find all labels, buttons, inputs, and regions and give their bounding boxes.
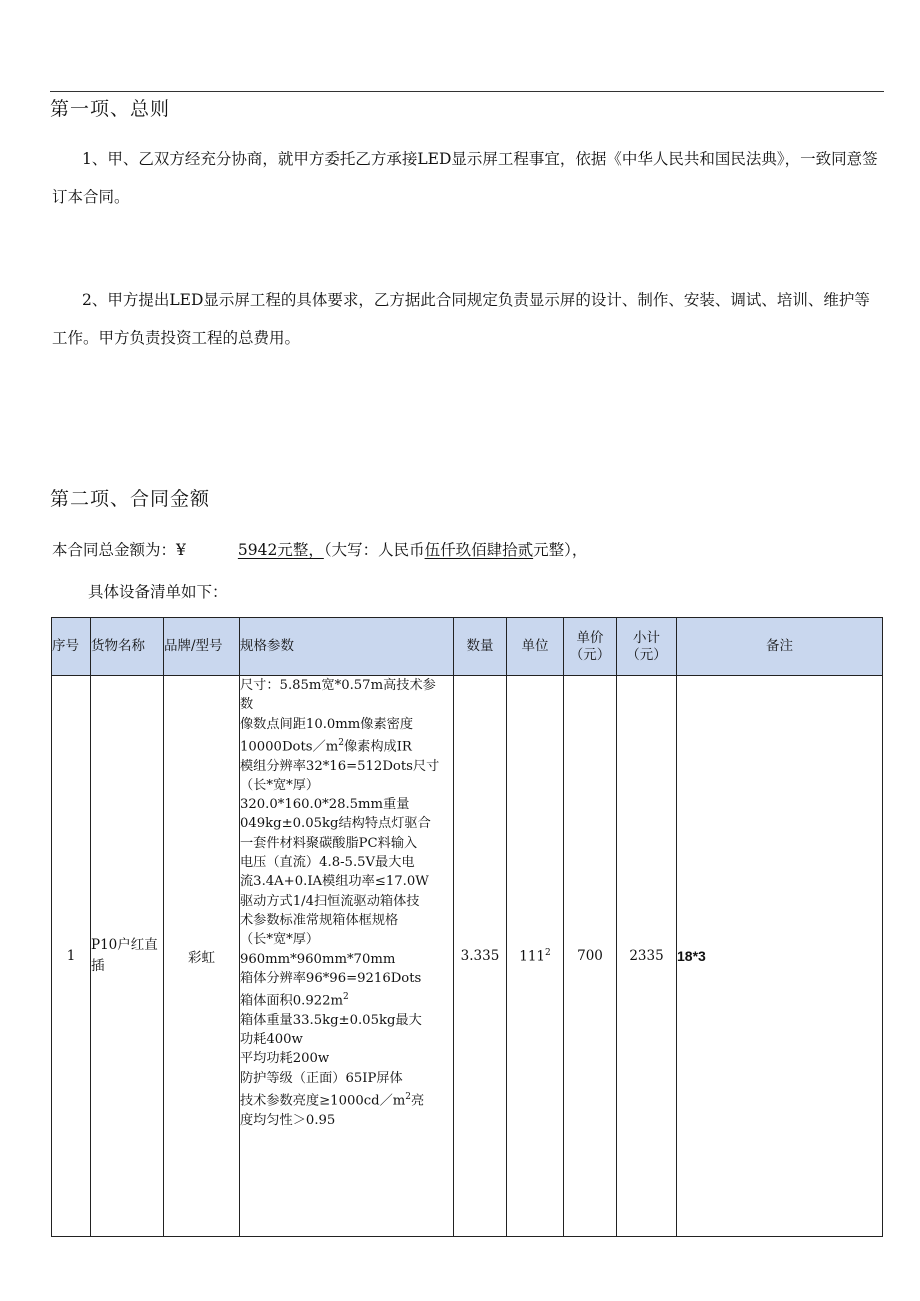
header-subtotal: 小计（元） bbox=[617, 618, 677, 676]
amount-value: 5942元整， bbox=[237, 541, 324, 559]
top-rule bbox=[50, 91, 884, 92]
section2-title: 第二项、合同金额 bbox=[50, 488, 211, 510]
spec-line: 功耗400w bbox=[240, 1032, 303, 1048]
header-remark: 备注 bbox=[677, 618, 883, 676]
section1-paragraph-2: 2、甲方提出LED显示屏工程的具体要求，乙方据此合同规定负责显示屏的设计、制作、安装、调试、培训、维护等工作。甲方负责投资工程的总费用。 bbox=[52, 291, 870, 347]
table-row bbox=[52, 676, 883, 1237]
header-spec: 规格参数 bbox=[240, 618, 454, 676]
header-qty: 数量 bbox=[454, 618, 507, 676]
contract-amount-line bbox=[52, 538, 587, 560]
header-name: 货物名称 bbox=[91, 618, 164, 676]
cell-brand: 彩虹 bbox=[164, 676, 240, 1237]
table-header-row bbox=[52, 618, 883, 676]
spec-line: 数 bbox=[240, 697, 254, 713]
cell-spec bbox=[240, 676, 454, 1237]
amount-mid: （大写：人民币 bbox=[323, 541, 425, 559]
equipment-list-label: 具体设备清单如下： bbox=[88, 583, 228, 601]
spec-line: 960mm*960mm*70mm bbox=[240, 951, 396, 967]
cell-price: 700 bbox=[564, 676, 617, 1237]
cell-unit: $111^2$ bbox=[507, 676, 564, 1237]
spec-line: 技术参数亮度$\ge 1000cd/m^2$亮 bbox=[240, 1092, 425, 1109]
spec-line: 箱体重量33.5kg±0.05kg最大 bbox=[240, 1012, 422, 1028]
cell-no: 1 bbox=[52, 676, 91, 1237]
spec-line: 箱体分辨率96*96=9216Dots bbox=[240, 970, 422, 986]
header-no: 序号 bbox=[52, 618, 91, 676]
spec-line: 术参数标准常规箱体框规格 bbox=[240, 912, 399, 928]
spec-line: 平均功耗200w bbox=[240, 1051, 330, 1067]
spec-line: 049kg±0.05kg结构特点灯驱合 bbox=[240, 816, 431, 832]
spec-line: 防护等级（正面）65IP屏体 bbox=[240, 1070, 403, 1086]
header-brand: 品牌/型号 bbox=[164, 618, 240, 676]
header-unit: 单位 bbox=[507, 618, 564, 676]
spec-line: 流3.4A+0.IA模组功率≤17.0W bbox=[240, 874, 429, 890]
spec-line: 电压（直流）4.8-5.5V最大电 bbox=[240, 855, 415, 871]
spec-line: 320.0*160.0*28.5mm重量 bbox=[240, 797, 410, 813]
spec-line: 驱动方式1/4扫恒流驱动箱体技 bbox=[240, 893, 420, 909]
spec-line: 一套件材料聚碳酸脂PC料输入 bbox=[240, 835, 418, 851]
cell-remark: 18*3 bbox=[677, 676, 883, 1237]
cell-name: P10户红直插 bbox=[91, 676, 164, 1237]
cell-qty: 3.335 bbox=[454, 676, 507, 1237]
spec-line: 度均匀性＞0.95 bbox=[240, 1112, 336, 1128]
spec-line: 像数点间距10.0mm像素密度 bbox=[240, 716, 414, 732]
equipment-table bbox=[51, 617, 883, 1237]
section1-paragraph-1: 1、甲、乙双方经充分协商，就甲方委托乙方承接LED显示屏工程事宜，依据《中华人民共和国民法典》，一致同意签订本合同。 bbox=[52, 150, 878, 206]
spec-line: 尺寸：5.85m宽*0.57m高技术参 bbox=[240, 678, 436, 693]
amount-prefix: 本合同总金额为：¥ bbox=[52, 541, 186, 559]
amount-words: 伍仟玖佰肆拾贰 bbox=[424, 541, 534, 559]
amount-suffix: 元整）， bbox=[533, 541, 588, 559]
header-price: 单价（元） bbox=[564, 618, 617, 676]
spec-line: 箱体面积$0.922m^2$ bbox=[240, 992, 349, 1009]
section1-title: 第一项、总则 bbox=[50, 98, 171, 120]
spec-line: 模组分辨率32*16=512Dots尺寸 bbox=[240, 758, 440, 774]
cell-subtotal: 2335 bbox=[617, 676, 677, 1237]
spec-line: $10000Dots/m^2$像素构成IR bbox=[240, 737, 412, 755]
spec-line: （长*宽*厚） bbox=[240, 932, 320, 948]
spec-line: （长*宽*厚） bbox=[240, 777, 320, 793]
